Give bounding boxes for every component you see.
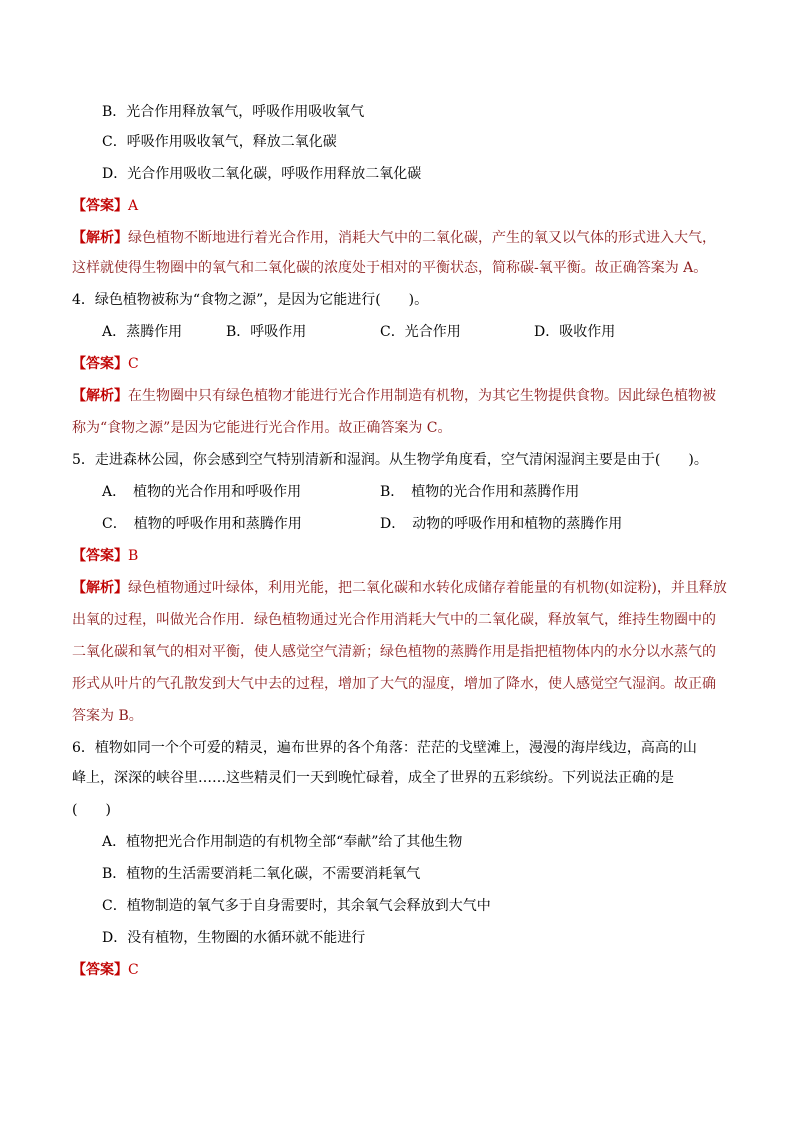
q3-answer (72, 196, 138, 216)
q6-stem-line-2: 峰上，深深的峡谷里……这些精灵们一天到晚忙碌着，成全了世界的五彩缤纷。下列说法正确的是 (72, 770, 674, 786)
q5-analysis-line-4: 形式从叶片的气孔散发到大气中去的过程，增加了大气的湿度，增加了降水，使人感觉空气湿润。故正确 (72, 676, 716, 692)
q4-stem: 4．绿色植物被称为“食物之源”，是因为它能进行( )。 (72, 292, 429, 308)
q5-option-c: C． 植物的呼吸作用和蒸腾作用 (102, 516, 302, 532)
q6-option-b: B．植物的生活需要消耗二氧化碳，不需要消耗氧气 (102, 866, 421, 882)
q4-answer (72, 354, 139, 374)
q6-answer (72, 960, 139, 980)
q3-option-d: D．光合作用吸收二氧化碳，呼吸作用释放二氧化碳 (102, 166, 422, 182)
q5-analysis-line-1: 【解析】绿色植物通过叶绿体，利用光能，把二氧化碳和水转化成储存着能量的有机物(如淀粉)，并且释放 (72, 580, 727, 596)
q4-analysis-line-1: 【解析】在生物圈中只有绿色植物才能进行光合作用制造有机物，为其它生物提供食物。因此绿色植物被 (72, 388, 716, 404)
q4-option-a: A．蒸腾作用 (102, 324, 183, 340)
analysis-tag: 【解析】 (72, 388, 128, 404)
q3-analysis-line-1: 【解析】绿色植物不断地进行着光合作用，消耗大气中的二氧化碳，产生的氧又以气体的形式进入大气， (72, 230, 716, 246)
q6-option-c: C．植物制造的氧气多于自身需要时，其余氧气会释放到大气中 (102, 898, 491, 914)
q5-option-d: D． 动物的呼吸作用和植物的蒸腾作用 (380, 516, 623, 532)
q4-analysis-line-2: 称为“食物之源”是因为它能进行光合作用。故正确答案为 C。 (72, 420, 452, 436)
q3-option-b: B．光合作用释放氧气，呼吸作用吸收氧气 (102, 104, 365, 120)
q5-option-b: B． 植物的光合作用和蒸腾作用 (380, 484, 580, 500)
answer-tag: 【答案】 (72, 962, 128, 978)
q5-analysis-line-2: 出氧的过程，叫做光合作用．绿色植物通过光合作用消耗大气中的二氧化碳，释放氧气，维持生物圈中的 (72, 612, 716, 628)
q3-option-c: C．呼吸作用吸收氧气，释放二氧化碳 (102, 134, 337, 150)
q5-stem: 5．走进森林公园，你会感到空气特别清新和湿润。从生物学角度看，空气清闲湿润主要是由于( )。 (72, 452, 708, 468)
q5-answer-value: B (128, 548, 139, 564)
q6-option-a: A．植物把光合作用制造的有机物全部“奉献”给了其他生物 (102, 834, 463, 850)
q6-stem-line-1: 6．植物如同一个个可爱的精灵，遍布世界的各个角落：茫茫的戈壁滩上，漫漫的海岸线边，高高的山 (72, 740, 697, 756)
answer-tag: 【答案】 (72, 548, 128, 564)
answer-tag: 【答案】 (72, 198, 128, 214)
q4-option-d: D．吸收作用 (534, 324, 616, 340)
q4-option-c: C．光合作用 (380, 324, 461, 340)
q4-option-b: B．呼吸作用 (226, 324, 307, 340)
q3-analysis-line-2: 这样就使得生物圈中的氧气和二氧化碳的浓度处于相对的平衡状态，简称碳-氧平衡。故正确答案为 A。 (72, 260, 708, 276)
q6-stem-line-3: ( ) (72, 802, 111, 818)
analysis-tag: 【解析】 (72, 580, 128, 596)
q4-answer-value: C (128, 356, 139, 372)
analysis-tag: 【解析】 (72, 230, 128, 246)
q5-analysis-line-5: 答案为 B。 (72, 708, 143, 724)
answer-tag: 【答案】 (72, 356, 128, 372)
q3-answer-value: A (128, 198, 139, 214)
q6-answer-value: C (128, 962, 139, 978)
q5-answer (72, 546, 138, 566)
q6-option-d: D．没有植物，生物圈的水循环就不能进行 (102, 930, 366, 946)
q5-analysis-line-3: 二氧化碳和氧气的相对平衡，使人感觉空气清新；绿色植物的蒸腾作用是指把植物体内的水分以水蒸气的 (72, 644, 716, 660)
q5-option-a: A． 植物的光合作用和呼吸作用 (102, 484, 302, 500)
